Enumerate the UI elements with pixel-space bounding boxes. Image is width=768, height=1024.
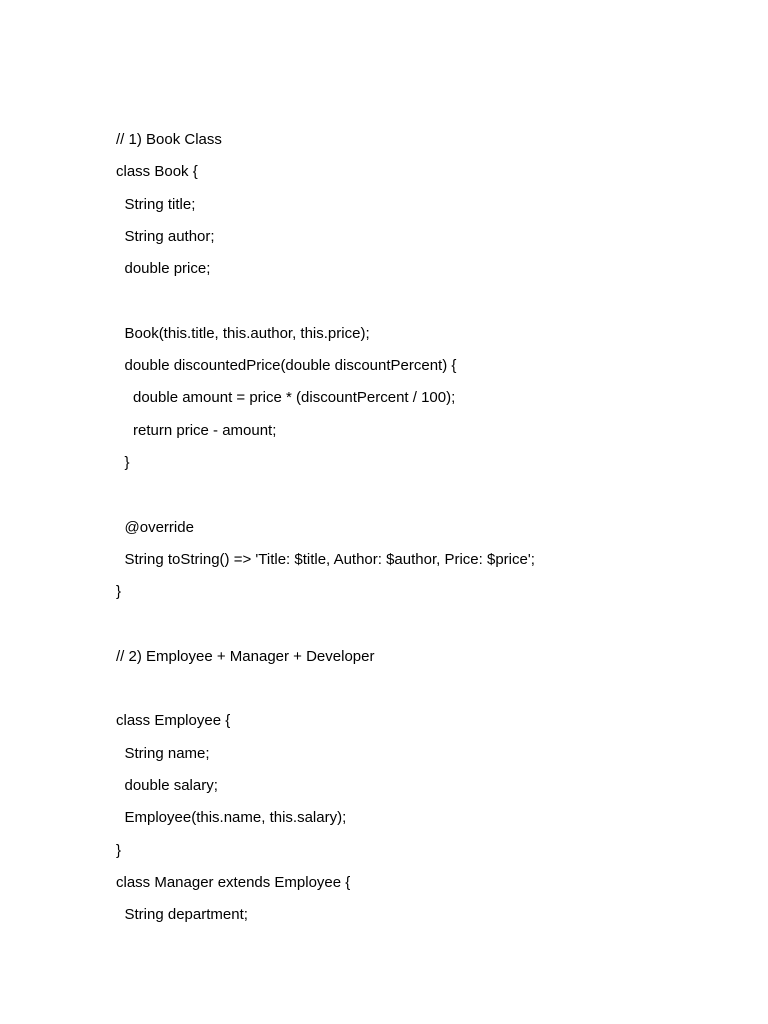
code-listing xyxy=(116,128,535,935)
code-line: } xyxy=(116,583,122,601)
code-line: Book(this.title, this.author, this.price); xyxy=(124,324,370,342)
code-line: Employee(this.name, this.salary); xyxy=(124,809,347,827)
code-line: String department; xyxy=(124,906,248,924)
code-line: // 1) Book Class xyxy=(116,131,222,148)
code-line: String name; xyxy=(124,744,210,762)
code-line: String title; xyxy=(124,195,196,213)
code-line: class Manager extends Employee { xyxy=(116,873,351,891)
code-line: // 2) Employee + Manager + Developer xyxy=(116,647,375,665)
code-line: String author; xyxy=(124,227,215,245)
code-line: String toString() => 'Title: $title, Author: $author, Price: $price'; xyxy=(124,550,535,568)
code-line: double amount = price * (discountPercent / 100); xyxy=(133,389,456,407)
blank-line xyxy=(116,677,535,709)
code-line: class Employee { xyxy=(116,712,231,730)
code-line: double discountedPrice(double discountPercent) { xyxy=(124,357,457,375)
blank-line xyxy=(116,612,535,644)
code-line: double price; xyxy=(124,260,211,278)
code-line: return price - amount; xyxy=(133,421,277,439)
code-line: } xyxy=(116,841,122,859)
blank-line xyxy=(116,483,535,515)
blank-line xyxy=(116,289,535,321)
code-line: } xyxy=(124,453,130,471)
code-line: @override xyxy=(124,518,194,536)
code-line: double salary; xyxy=(124,776,218,794)
code-line: class Book { xyxy=(116,163,198,181)
